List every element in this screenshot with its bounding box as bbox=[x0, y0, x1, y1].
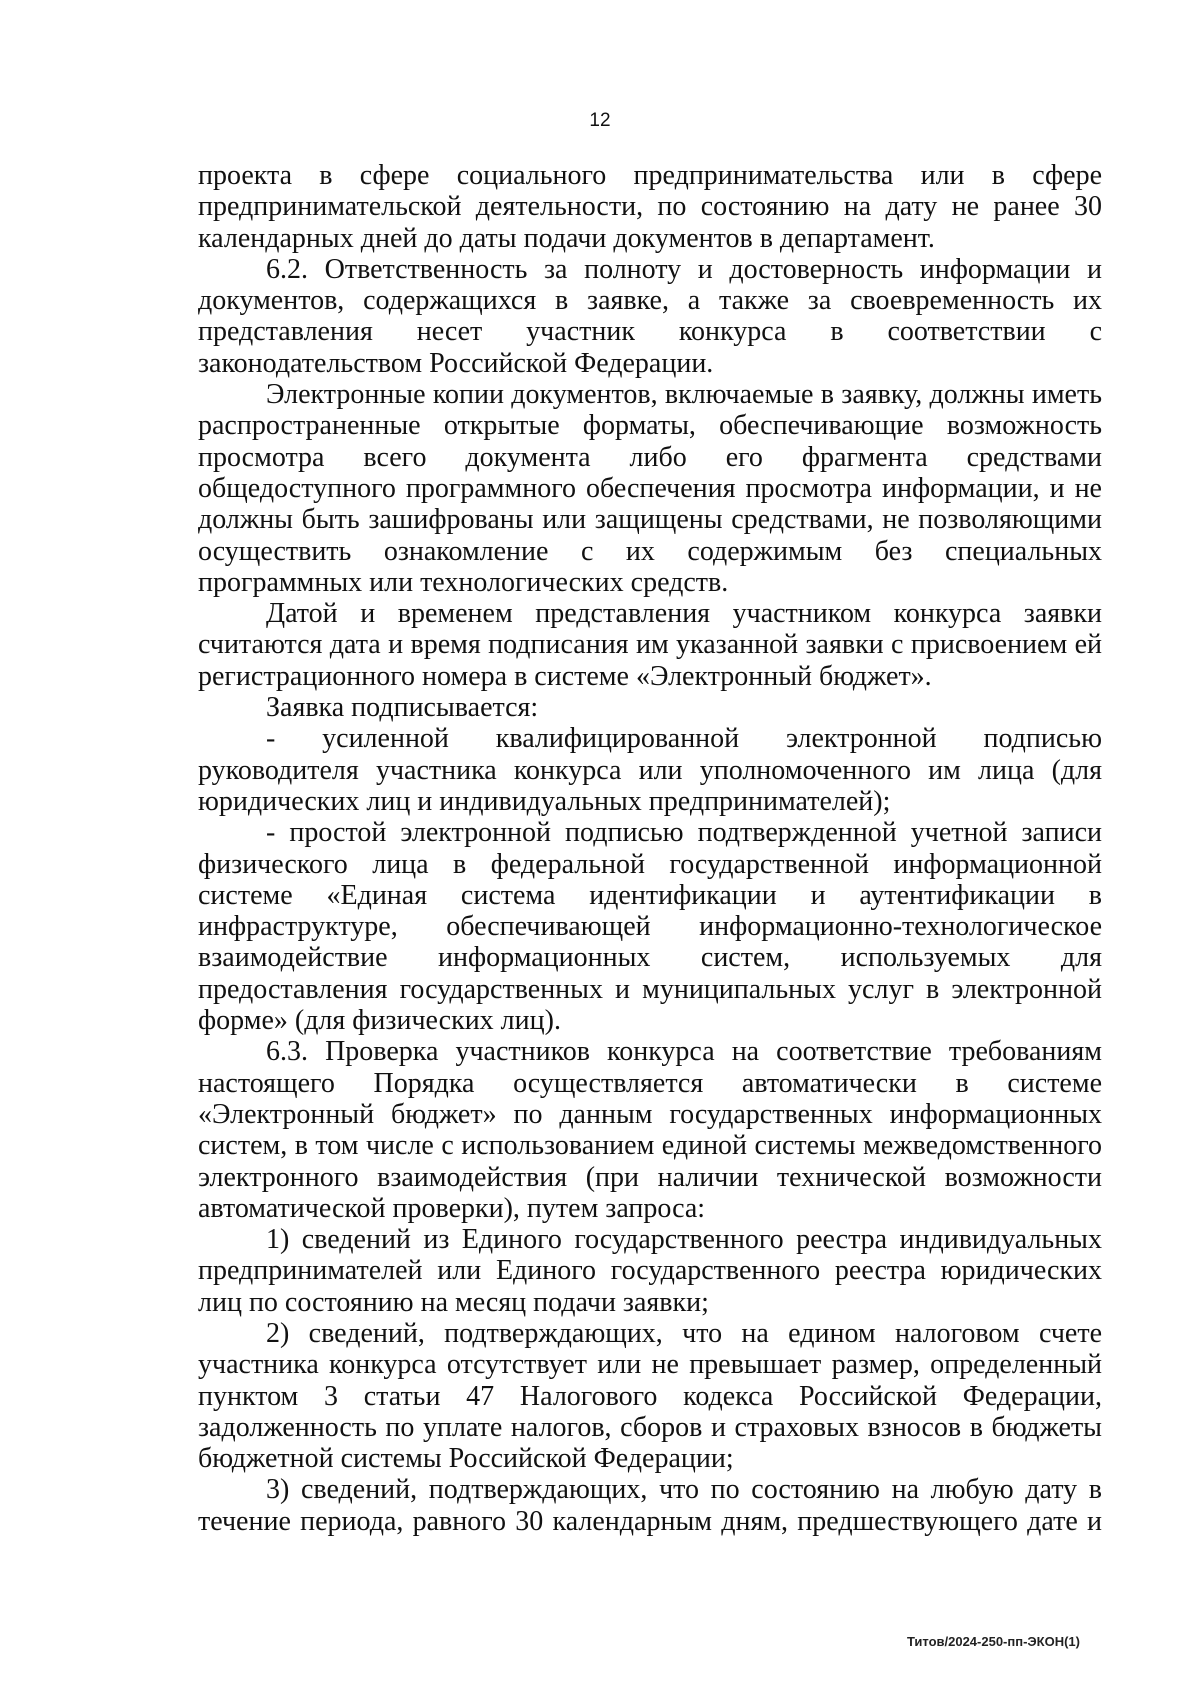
paragraph-submission-date: Датой и временем представления участником конкурса заявки считаются дата и время подписания им указанной заявки с присвоением ей регистрационного номера в системе «Электронный бюджет». bbox=[198, 598, 1102, 692]
paragraph-6-3-verification: 6.3. Проверка участников конкурса на соответствие требованиям настоящего Порядка осуществляется автоматически в системе «Электронный бюджет» по данным государственных информационных систем, в том числе с использованием единой системы межведомственного электронного взаимодействия (при наличии технической возможности автоматической проверки), путем запроса: bbox=[198, 1036, 1102, 1224]
document-body bbox=[198, 160, 1102, 1537]
list-item-registry-info: 1) сведений из Единого государственного реестра индивидуальных предпринимателей или Единого государственного реестра юридических лиц по состоянию на месяц подачи заявки; bbox=[198, 1224, 1102, 1318]
document-reference-code: Титов/2024-250-пп-ЭКОН(1) bbox=[906, 1634, 1080, 1649]
paragraph-6-2-responsibility: 6.2. Ответственность за полноту и достоверность информации и документов, содержащихся в заявке, а также за своевременность их представления несет участник конкурса в соответствии с законодательством Российской Федерации. bbox=[198, 253, 1102, 379]
paragraph-signing-intro: Заявка подписывается: bbox=[266, 692, 539, 724]
paragraph-electronic-copies: Электронные копии документов, включаемые в заявку, должны иметь распространенные открытые форматы, обеспечивающие возможность просмотра всего документа либо его фрагмента средствами общедоступного программного обеспечения просмотра информации, и не должны быть зашифрованы или защищены средствами, не позволяющими осуществить ознакомление с их содержимым без специальных программных или технологических средств. bbox=[198, 379, 1102, 598]
paragraph-project-scope: проекта в сфере социального предпринимательства или в сфере предпринимательской деятельности, по состоянию на дату не ранее 30 календарных дней до даты подачи документов в департамент. bbox=[198, 160, 1102, 254]
page-number: 12 bbox=[589, 110, 611, 131]
list-item-qualified-signature: - усиленной квалифицированной электронной подписью руководителя участника конкурса или уполномоченного им лица (для юридических лиц и индивидуальных предпринимателей); bbox=[198, 723, 1102, 817]
list-item-simple-signature: - простой электронной подписью подтвержденной учетной записи физического лица в федеральной государственной информационной системе «Единая система идентификации и аутентификации в инфраструктуре, обеспечивающей информационно-технологическое взаимодействие информационных систем, используемых для предоставления государственных и муниципальных услуг в электронной форме» (для физических лиц). bbox=[198, 817, 1102, 1037]
list-item-tax-debt-info: 2) сведений, подтверждающих, что на едином налоговом счете участника конкурса отсутствует или не превышает размер, определенный пунктом 3 статьи 47 Налогового кодекса Российской Федерации, задолженность по уплате налогов, сборов и страховых взносов в бюджеты бюджетной системы Российской Федерации; bbox=[198, 1317, 1102, 1475]
list-item-period-info: 3) сведений, подтверждающих, что по состоянию на любую дату в течение периода, равного 30 календарным дням, предшествующего дате и bbox=[198, 1474, 1102, 1537]
